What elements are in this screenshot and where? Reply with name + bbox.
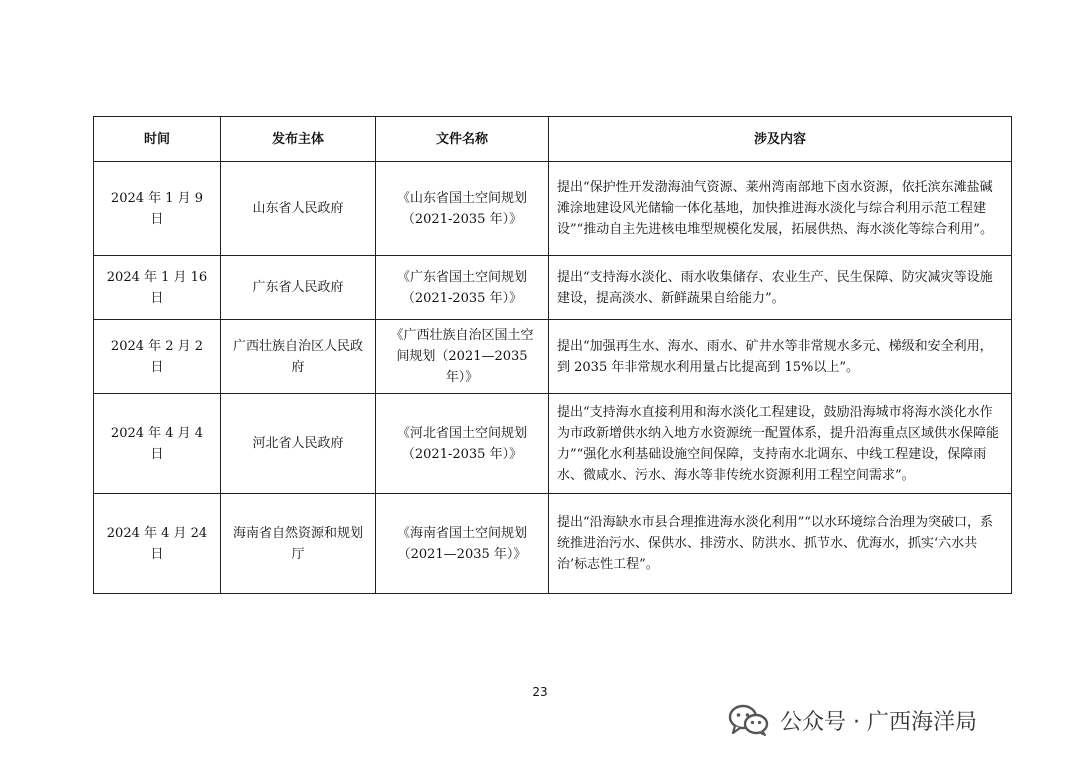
cell-date: 2024 年 4 月 4 日	[94, 394, 221, 494]
header-publisher: 发布主体	[221, 117, 376, 162]
policy-table	[93, 116, 1012, 594]
cell-publisher: 山东省人民政府	[221, 162, 376, 256]
cell-content: 提出“支持海水淡化、雨水收集储存、农业生产、民生保障、防灾减灾等设施建设，提高淡水、新鲜蔬果自给能力”。	[549, 256, 1012, 320]
wechat-icon	[728, 704, 770, 736]
table-row	[94, 162, 1012, 256]
cell-document: 《海南省国土空间规划（2021—2035 年）》	[376, 494, 549, 594]
cell-publisher: 广西壮族自治区人民政府	[221, 320, 376, 394]
watermark	[728, 700, 977, 740]
cell-publisher: 海南省自然资源和规划厅	[221, 494, 376, 594]
table-row	[94, 394, 1012, 494]
cell-date: 2024 年 1 月 9 日	[94, 162, 221, 256]
watermark-text: 公众号 · 广西海洋局	[780, 709, 977, 735]
cell-date: 2024 年 1 月 16 日	[94, 256, 221, 320]
cell-document: 《广东省国土空间规划（2021-2035 年）》	[376, 256, 549, 320]
table-header-row	[94, 117, 1012, 162]
cell-document: 《山东省国土空间规划（2021-2035 年）》	[376, 162, 549, 256]
cell-content: 提出“沿海缺水市县合理推进海水淡化利用”“以水环境综合治理为突破口，系统推进治污水、保供水、排涝水、防洪水、抓节水、优海水，抓实‘六水共治’标志性工程”。	[549, 494, 1012, 594]
table-row	[94, 256, 1012, 320]
page-number: 23	[532, 685, 548, 699]
cell-publisher: 河北省人民政府	[221, 394, 376, 494]
cell-date: 2024 年 2 月 2 日	[94, 320, 221, 394]
table-row	[94, 320, 1012, 394]
header-content: 涉及内容	[549, 117, 1012, 162]
cell-content: 提出“支持海水直接利用和海水淡化工程建设，鼓励沿海城市将海水淡化水作为市政新增供水纳入地方水资源统一配置体系，提升沿海重点区域供水保障能力”“强化水利基础设施空间保障，支持南水北调东、中线工程建设，保障雨水、微咸水、污水、海水等非传统水资源利用工程空间需求”。	[549, 394, 1012, 494]
cell-publisher: 广东省人民政府	[221, 256, 376, 320]
cell-content: 提出“加强再生水、海水、雨水、矿井水等非常规水多元、梯级和安全利用，到 2035 年非常规水利用量占比提高到 15%以上”。	[549, 320, 1012, 394]
cell-date: 2024 年 4 月 24 日	[94, 494, 221, 594]
table-row	[94, 494, 1012, 594]
header-date: 时间	[94, 117, 221, 162]
cell-content: 提出“保护性开发渤海油气资源、莱州湾南部地下卤水资源，依托滨东滩盐碱滩涂地建设风光储输一体化基地，加快推进海水淡化与综合利用示范工程建设”“推动自主先进核电堆型规模化发展，拓展供热、海水淡化等综合利用”。	[549, 162, 1012, 256]
cell-document: 《广西壮族自治区国土空间规划（2021—2035 年）》	[376, 320, 549, 394]
cell-document: 《河北省国土空间规划（2021-2035 年）》	[376, 394, 549, 494]
header-document: 文件名称	[376, 117, 549, 162]
